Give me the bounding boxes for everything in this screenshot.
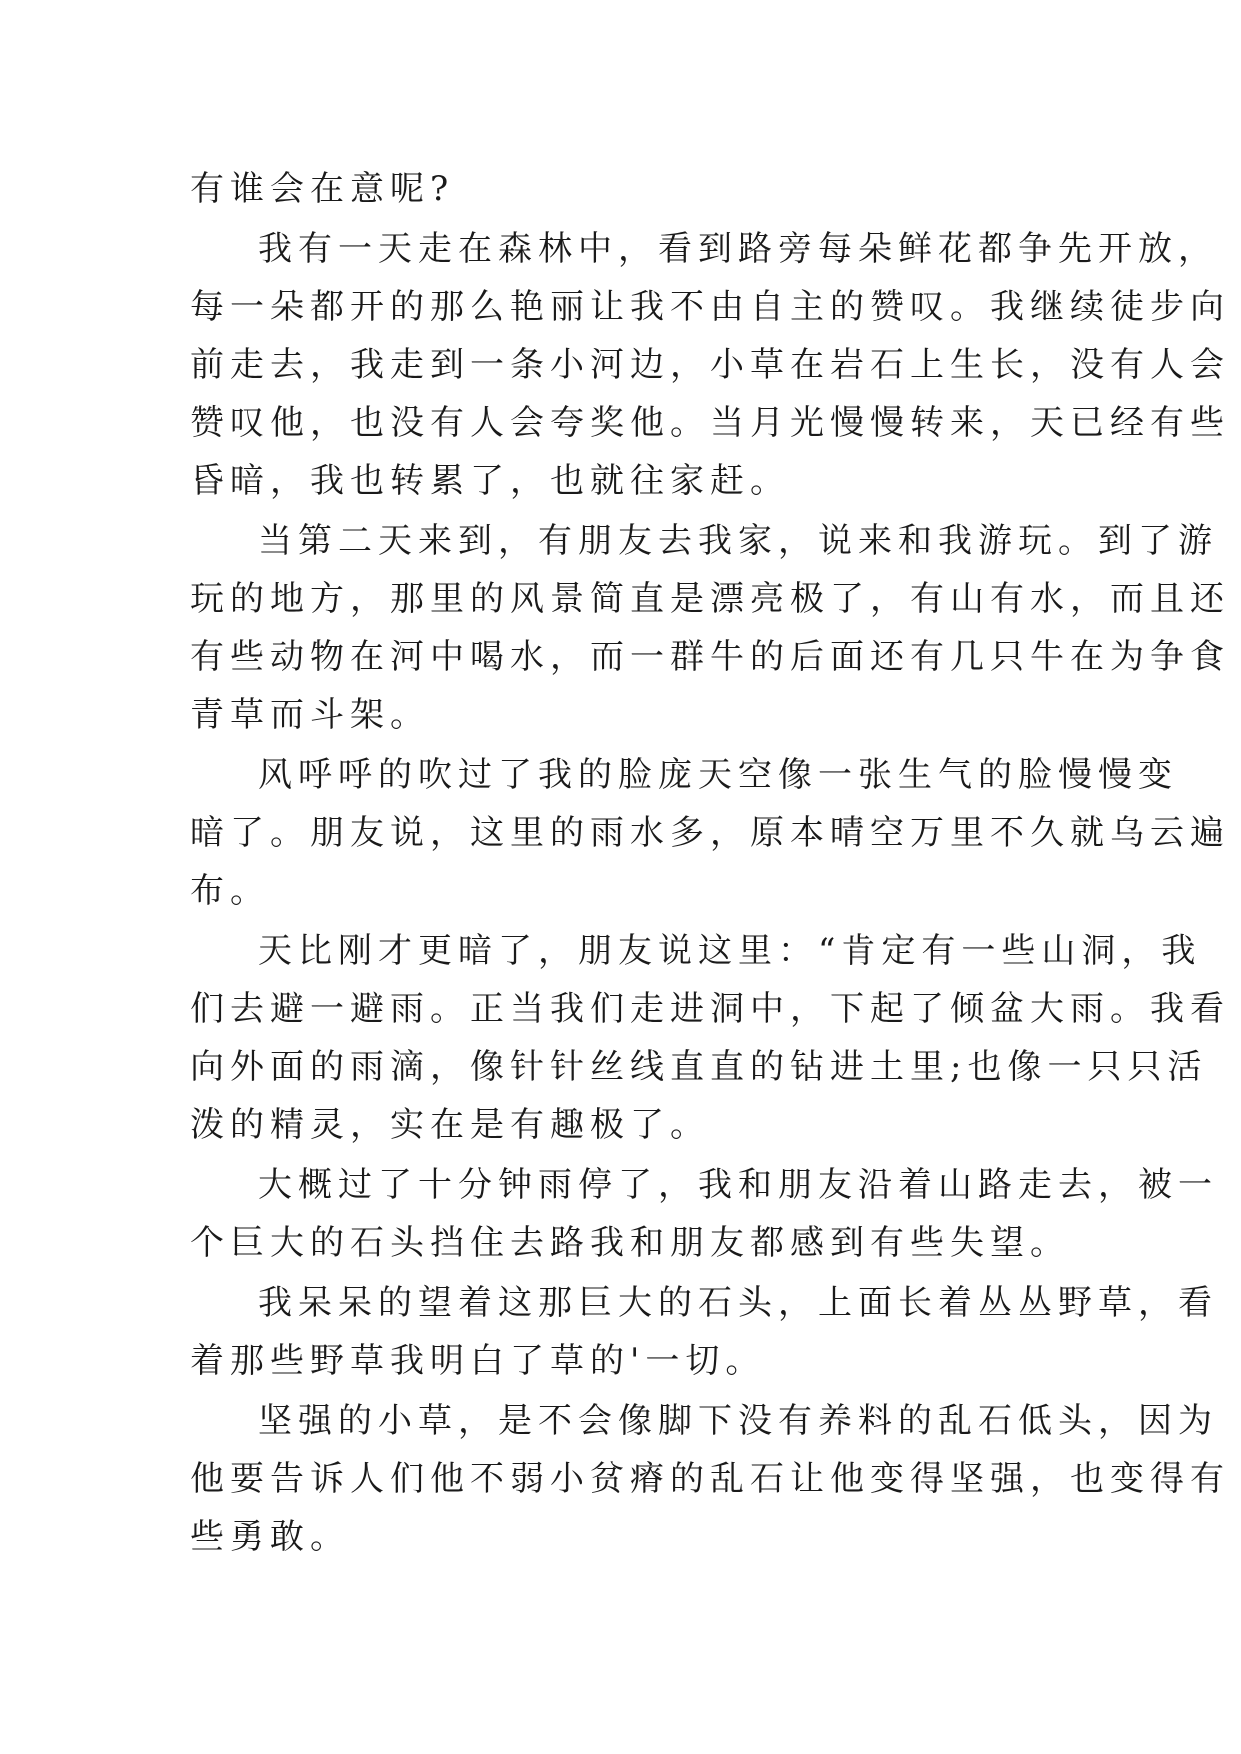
text-line: 青草而斗架。 <box>190 695 430 735</box>
text-line: 坚强的小草，是不会像脚下没有养料的乱石低头，因为 <box>258 1401 1218 1441</box>
text-line: 些勇敢。 <box>190 1517 350 1557</box>
document-body <box>190 160 1230 1568</box>
text-line: 泼的精灵，实在是有趣极了。 <box>190 1105 710 1145</box>
text-line: 他要告诉人们他不弱小贫瘠的乱石让他变得坚强，也变得有 <box>190 1459 1230 1499</box>
text-line: 布。 <box>190 871 270 911</box>
text-line: 天比刚才更暗了，朋友说这里：“肯定有一些山洞，我 <box>258 931 1202 971</box>
paragraph-5 <box>190 922 1230 1154</box>
paragraph-1 <box>190 160 1070 218</box>
text-line: 个巨大的石头挡住去路我和朋友都感到有些失望。 <box>190 1223 1070 1263</box>
paragraph-8 <box>190 1392 1230 1566</box>
paragraph-7 <box>190 1274 1218 1390</box>
text-line: 我有一天走在森林中，看到路旁每朵鲜花都争先开放， <box>258 229 1218 269</box>
text-line: 大概过了十分钟雨停了，我和朋友沿着山路走去，被一 <box>258 1165 1218 1205</box>
text-line: 前走去，我走到一条小河边，小草在岩石上生长，没有人会 <box>190 345 1230 385</box>
text-line: 有谁会在意呢? <box>190 169 455 209</box>
text-line: 我呆呆的望着这那巨大的石头，上面长着丛丛野草，看 <box>258 1283 1218 1323</box>
text-line: 当第二天来到，有朋友去我家，说来和我游玩。到了游 <box>258 521 1218 561</box>
paragraph-4 <box>190 746 1230 920</box>
text-line: 有些动物在河中喝水，而一群牛的后面还有几只牛在为争食 <box>190 637 1230 677</box>
paragraph-2 <box>190 220 1230 510</box>
text-line: 暗了。朋友说，这里的雨水多，原本晴空万里不久就乌云遍 <box>190 813 1230 853</box>
text-line: 风呼呼的吹过了我的脸庞天空像一张生气的脸慢慢变 <box>258 755 1178 795</box>
text-line: 每一朵都开的那么艳丽让我不由自主的赞叹。我继续徒步向 <box>190 287 1230 327</box>
text-line: 向外面的雨滴，像针针丝线直直的钻进土里;也像一只只活 <box>190 1047 1208 1087</box>
paragraph-6 <box>190 1156 1218 1272</box>
paragraph-3 <box>190 512 1230 744</box>
text-line: 们去避一避雨。正当我们走进洞中，下起了倾盆大雨。我看 <box>190 989 1230 1029</box>
text-line: 昏暗，我也转累了，也就往家赶。 <box>190 461 790 501</box>
text-line: 玩的地方，那里的风景简直是漂亮极了，有山有水，而且还 <box>190 579 1230 619</box>
text-line: 着那些野草我明白了草的'一切。 <box>190 1341 766 1381</box>
text-line: 赞叹他，也没有人会夸奖他。当月光慢慢转来，天已经有些 <box>190 403 1230 443</box>
